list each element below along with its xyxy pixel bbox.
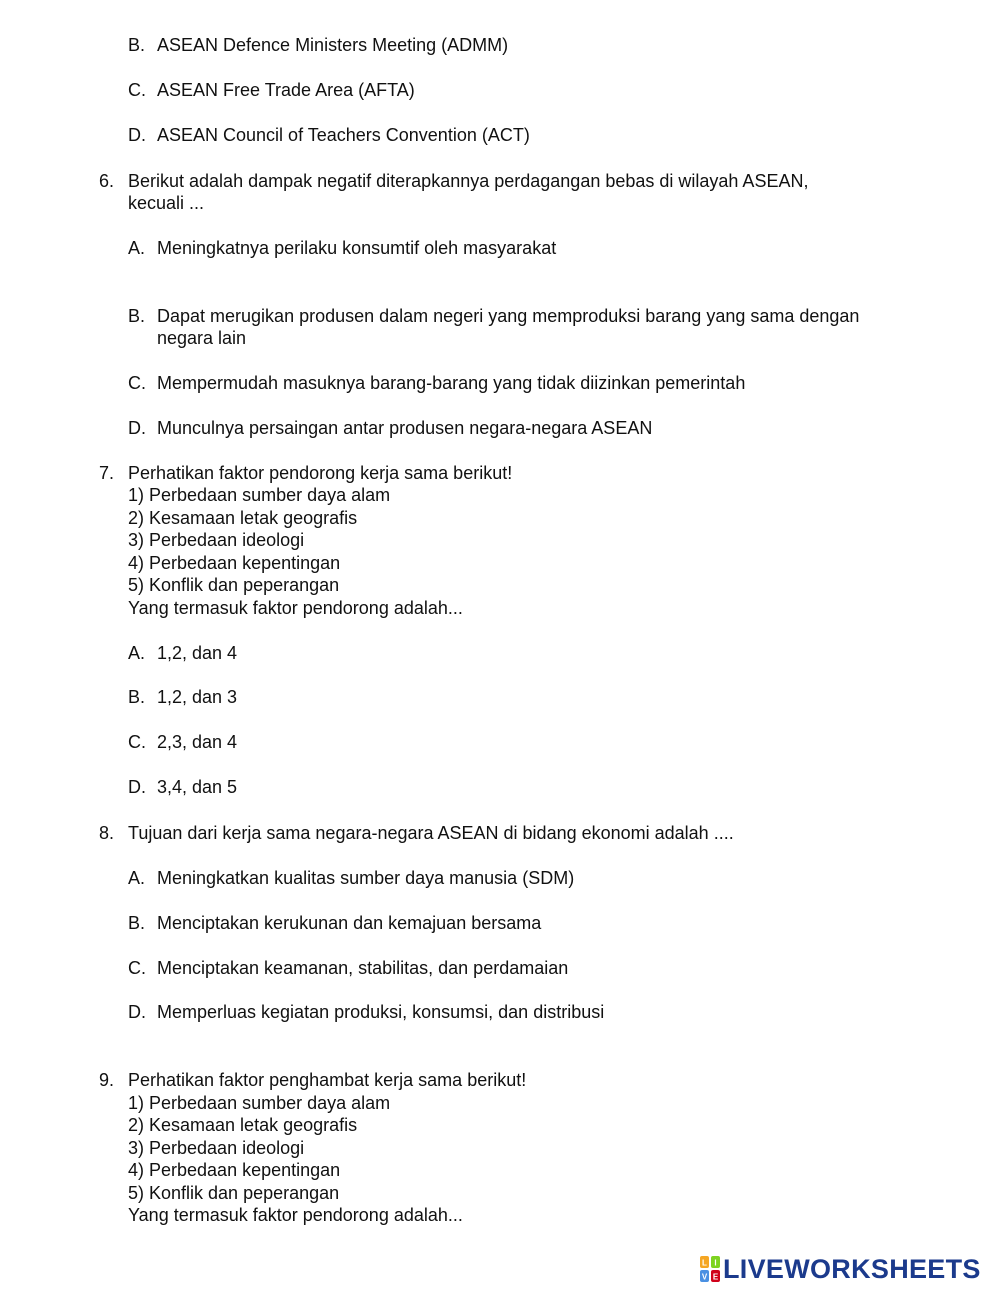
option-letter: C. <box>128 958 146 978</box>
question-text-line: Yang termasuk faktor pendorong adalah... <box>128 1205 463 1225</box>
option-text: ASEAN Defence Ministers Meeting (ADMM) <box>157 35 509 55</box>
question-text-line: Yang termasuk faktor pendorong adalah... <box>128 598 463 618</box>
logo-icon-letter: I <box>714 1258 717 1268</box>
logo-icon-letter: V <box>701 1272 708 1282</box>
question-text-line: 1) Perbedaan sumber daya alam <box>128 485 391 505</box>
question-text-line: 3) Perbedaan ideologi <box>128 1138 305 1158</box>
option-text: negara lain <box>157 328 247 348</box>
question-number: 7. <box>99 463 115 483</box>
option-letter: C. <box>128 373 146 393</box>
option-text: Meningkatnya perilaku konsumtif oleh masyarakat <box>157 238 557 258</box>
option-letter: B. <box>128 687 146 707</box>
question-text-line: 1) Perbedaan sumber daya alam <box>128 1093 391 1113</box>
logo-icon-letter: E <box>712 1272 719 1282</box>
question-number: 6. <box>99 171 115 191</box>
question-text-line: Tujuan dari kerja sama negara-negara ASEAN di bidang ekonomi adalah .... <box>128 823 734 843</box>
question-text-line: 2) Kesamaan letak geografis <box>128 508 358 528</box>
option-letter: D. <box>128 777 146 797</box>
question-text-line: 5) Konflik dan peperangan <box>128 575 340 595</box>
option-letter: D. <box>128 418 146 438</box>
option-text: Menciptakan kerukunan dan kemajuan bersama <box>157 913 542 933</box>
question-number: 9. <box>99 1070 115 1090</box>
question-text-line: 5) Konflik dan peperangan <box>128 1183 340 1203</box>
question-text-line: Perhatikan faktor pendorong kerja sama berikut! <box>128 463 513 483</box>
question-number: 8. <box>99 823 115 843</box>
option-letter: C. <box>128 732 146 752</box>
option-text: Mempermudah masuknya barang-barang yang tidak diizinkan pemerintah <box>157 373 746 393</box>
option-text: Memperluas kegiatan produksi, konsumsi, dan distribusi <box>157 1002 605 1022</box>
option-letter: D. <box>128 125 146 145</box>
option-letter: C. <box>128 80 146 100</box>
option-text: 1,2, dan 4 <box>157 643 238 663</box>
question-text-line: 3) Perbedaan ideologi <box>128 530 305 550</box>
option-text: Meningkatkan kualitas sumber daya manusia (SDM) <box>157 868 575 888</box>
liveworksheets-logo-text: LIVEWORKSHEETS <box>723 1254 981 1284</box>
option-text: 2,3, dan 4 <box>157 732 238 752</box>
option-text: Dapat merugikan produsen dalam negeri yang memproduksi barang yang sama dengan <box>157 306 860 326</box>
logo-icon-letter: L <box>702 1258 707 1268</box>
option-text: Munculnya persaingan antar produsen negara-negara ASEAN <box>157 418 653 438</box>
question-text-line: kecuali ... <box>128 193 205 213</box>
option-text: 3,4, dan 5 <box>157 777 238 797</box>
liveworksheets-logo-icon <box>700 1256 720 1282</box>
option-text: ASEAN Council of Teachers Convention (ACT) <box>157 125 530 145</box>
question-text-line: Berikut adalah dampak negatif diterapkannya perdagangan bebas di wilayah ASEAN, <box>128 171 809 191</box>
option-text: Menciptakan keamanan, stabilitas, dan perdamaian <box>157 958 569 978</box>
question-text-line: 2) Kesamaan letak geografis <box>128 1115 358 1135</box>
option-text: 1,2, dan 3 <box>157 687 238 707</box>
option-letter: D. <box>128 1002 146 1022</box>
option-letter: A. <box>128 868 146 888</box>
liveworksheets-logo <box>700 1255 981 1283</box>
option-letter: B. <box>128 35 146 55</box>
question-text-line: 4) Perbedaan kepentingan <box>128 553 341 573</box>
option-letter: B. <box>128 913 146 933</box>
question-text-line: Perhatikan faktor penghambat kerja sama berikut! <box>128 1070 527 1090</box>
question-text-line: 4) Perbedaan kepentingan <box>128 1160 341 1180</box>
option-letter: A. <box>128 238 146 258</box>
option-letter: B. <box>128 306 146 326</box>
option-letter: A. <box>128 643 146 663</box>
option-text: ASEAN Free Trade Area (AFTA) <box>157 80 415 100</box>
